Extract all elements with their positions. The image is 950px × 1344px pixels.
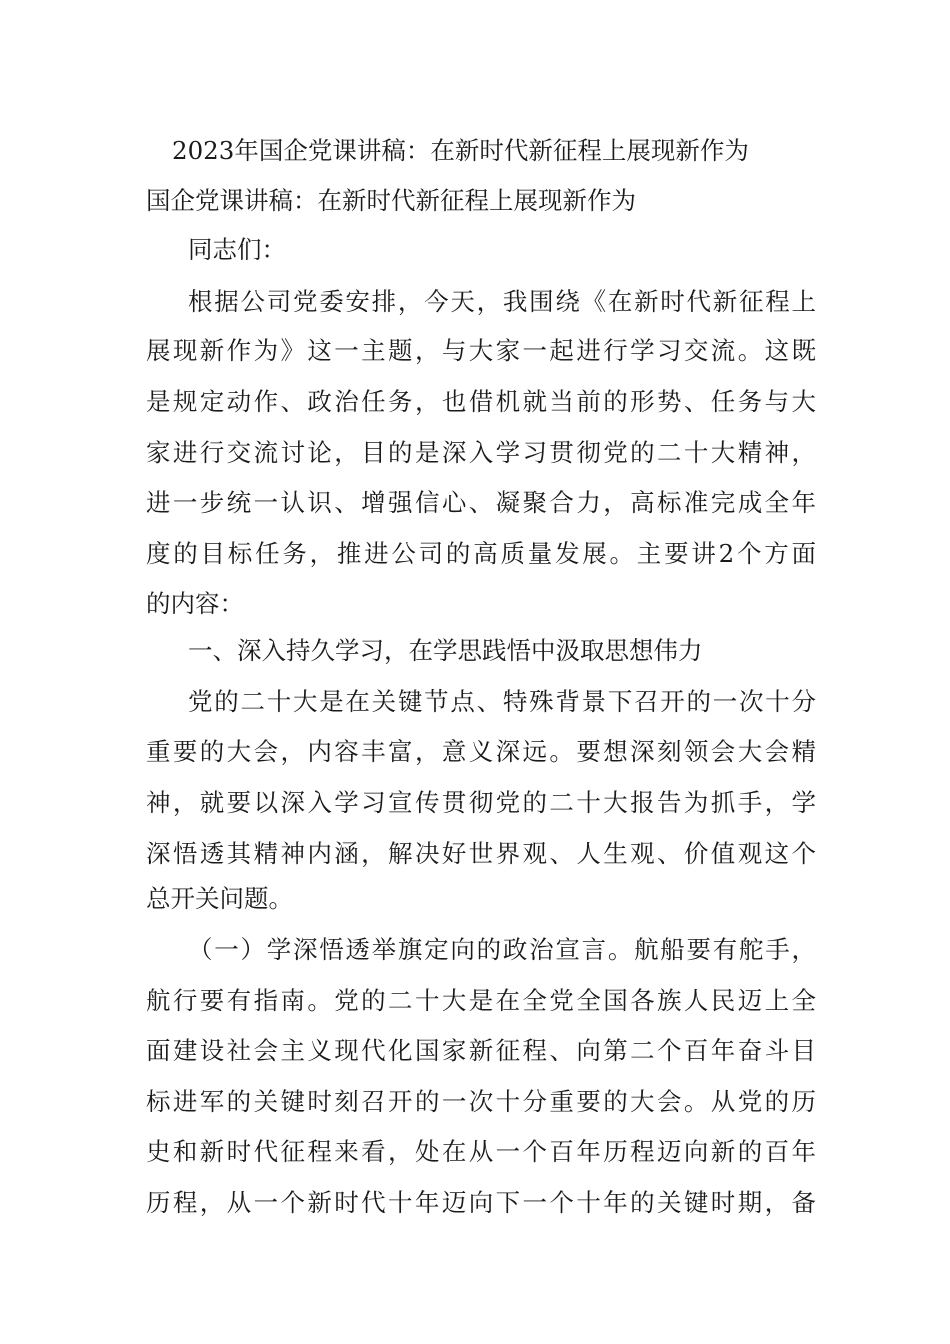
paragraph-line: 党的二十大是在关键节点、特殊背景下召开的一次十分	[188, 687, 816, 716]
document-subtitle: 国企党课讲稿：在新时代新征程上展现新作为	[146, 186, 636, 215]
document-title: 2023年国企党课讲稿：在新时代新征程上展现新作为	[172, 136, 749, 165]
paragraph-line: 的内容：	[146, 589, 244, 618]
paragraph-line: 是规定动作、政治任务，也借机就当前的形势、任务与大	[146, 387, 816, 416]
paragraph-line: 展现新作为》这一主题，与大家一起进行学习交流。这既	[146, 336, 816, 365]
paragraph-line: 航行要有指南。党的二十大是在全党全国各族人民迈上全	[146, 986, 816, 1015]
section-heading: 一、深入持久学习，在学思践悟中汲取思想伟力	[188, 636, 703, 665]
paragraph-line: 历程，从一个新时代十年迈向下一个十年的关键时期，备	[146, 1188, 816, 1217]
paragraph-line: 神，就要以深入学习宣传贯彻党的二十大报告为抓手，学	[146, 788, 816, 817]
paragraph-line: 深悟透其精神内涵，解决好世界观、人生观、价值观这个	[146, 839, 816, 868]
paragraph-line: 进一步统一认识、增强信心、凝聚合力，高标准完成全年	[146, 488, 816, 517]
paragraph-line: 史和新时代征程来看，处在从一个百年历程迈向新的百年	[146, 1137, 816, 1166]
paragraph-line: 重要的大会，内容丰富，意义深远。要想深刻领会大会精	[146, 737, 816, 766]
paragraph-line: 总开关问题。	[146, 884, 293, 913]
paragraph-line: 面建设社会主义现代化国家新征程、向第二个百年奋斗目	[146, 1036, 816, 1065]
salutation: 同志们：	[188, 235, 286, 264]
paragraph-line: 根据公司党委安排，今天，我围绕《在新时代新征程上	[188, 287, 816, 316]
paragraph-line: 度的目标任务，推进公司的高质量发展。主要讲2个方面	[146, 539, 816, 568]
paragraph-line: 标进军的关键时刻召开的一次十分重要的大会。从党的历	[146, 1087, 816, 1116]
subsection-heading-line: （一）学深悟透举旗定向的政治宣言。航船要有舵手，	[188, 935, 816, 964]
paragraph-line: 家进行交流讨论，目的是深入学习贯彻党的二十大精神，	[146, 438, 816, 467]
